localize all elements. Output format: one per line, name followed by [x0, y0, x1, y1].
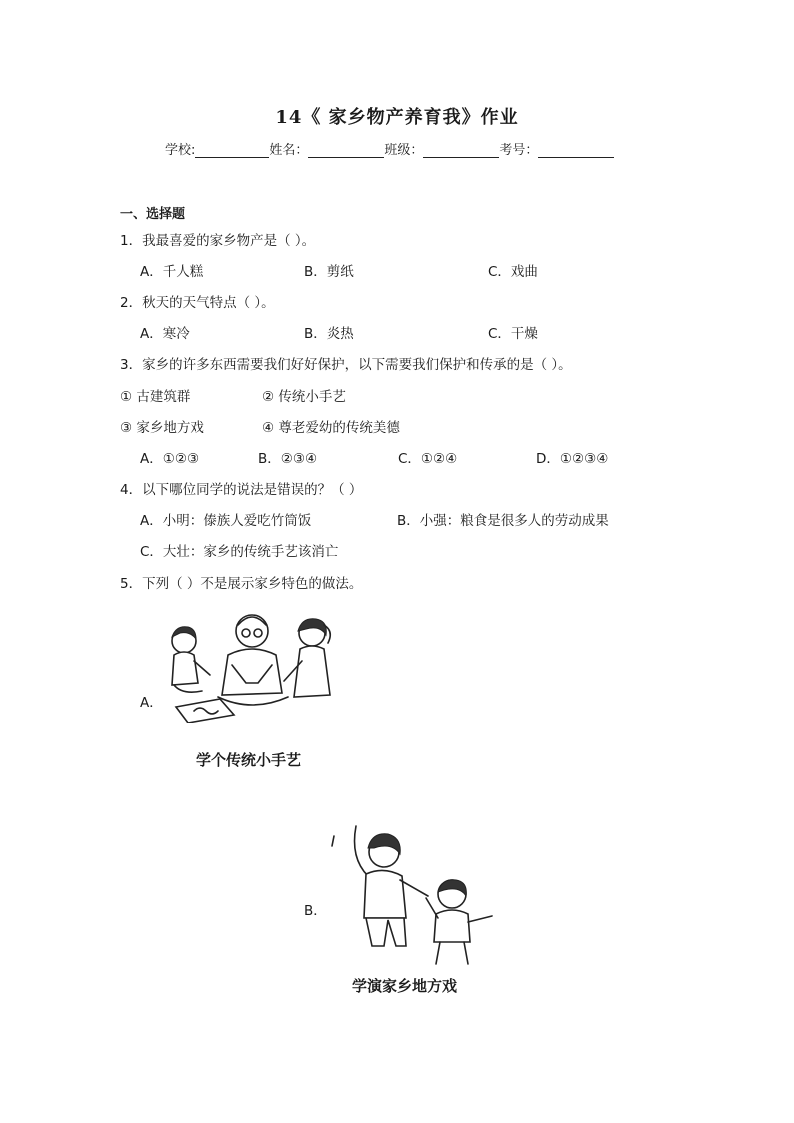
name-label: 姓名： — [269, 143, 309, 158]
child-raised-arm — [426, 898, 438, 918]
school-blank[interactable] — [195, 143, 269, 158]
left-child-legs — [174, 685, 202, 692]
school-label: 学校: — [165, 143, 196, 158]
question-4-stem: 4．以下哪位同学的说法是错误的？（ ） — [120, 482, 363, 498]
question-1-option-b[interactable]: B．剪纸 — [304, 264, 354, 280]
right-child-body — [294, 646, 330, 697]
question-4-option-c[interactable]: C．大壮：家乡的传统手艺该消亡 — [140, 544, 339, 560]
elder-body — [222, 649, 282, 695]
question-5-option-b[interactable]: B． — [304, 903, 327, 919]
class-label: 班级： — [384, 143, 424, 158]
question-2-option-b[interactable]: B．炎热 — [304, 326, 354, 342]
left-child-body — [172, 652, 198, 685]
exam-no-blank[interactable] — [538, 143, 614, 158]
question-1-option-a[interactable]: A．千人糕 — [140, 264, 204, 280]
people-crafting-illustration — [162, 603, 342, 723]
question-3-option-d[interactable]: D．①②③④ — [536, 451, 609, 467]
adult-hand-mark — [332, 836, 334, 846]
adult-legs — [366, 918, 406, 946]
question-2-option-c[interactable]: C．干燥 — [488, 326, 538, 342]
name-blank[interactable] — [308, 143, 384, 158]
question-1-option-c[interactable]: C．戏曲 — [488, 264, 538, 280]
adult-body — [364, 870, 406, 918]
question-5-caption-a: 学个传统小手艺 — [196, 751, 302, 769]
child-legs — [436, 942, 468, 964]
section-title: 一、选择题 — [120, 207, 186, 222]
question-3-item-2: ② 传统小手艺 — [262, 389, 346, 405]
question-1-stem: 1．我最喜爱的家乡物产是（ ）。 — [120, 233, 316, 249]
question-3-option-c[interactable]: C．①②④ — [398, 451, 458, 467]
question-4-option-a[interactable]: A．小明：傣族人爱吃竹筒饭 — [140, 513, 312, 529]
question-3-item-1: ① 古建筑群 — [120, 389, 191, 405]
child-body — [434, 910, 470, 942]
people-dancing-illustration — [328, 818, 500, 968]
question-3-option-a[interactable]: A．①②③ — [140, 451, 200, 467]
question-3-item-3: ③ 家乡地方戏 — [120, 420, 204, 436]
question-5-stem: 5．下列（ ）不是展示家乡特色的做法。 — [120, 576, 363, 592]
page-title: 14《 家乡物产养育我》作业 — [275, 107, 519, 128]
question-3-option-b[interactable]: B．②③④ — [258, 451, 318, 467]
question-2-stem: 2．秋天的天气特点（ ）。 — [120, 295, 275, 311]
child-outstretched-arm — [468, 916, 492, 922]
question-3-stem: 3．家乡的许多东西需要我们好好保护，以下需要我们保护和传承的是（ ）。 — [120, 357, 572, 373]
elder-head — [236, 615, 268, 647]
question-5-caption-b: 学演家乡地方戏 — [352, 977, 458, 995]
question-3-item-4: ④ 尊老爱幼的传统美德 — [262, 420, 400, 436]
question-2-option-a[interactable]: A．寒冷 — [140, 326, 190, 342]
exam-no-label: 考号： — [499, 143, 539, 158]
question-4-option-b[interactable]: B．小强：粮食是很多人的劳动成果 — [397, 513, 609, 529]
question-5-option-a[interactable]: A． — [140, 695, 163, 711]
elder-legs — [218, 697, 288, 705]
class-blank[interactable] — [423, 143, 499, 158]
student-info-line — [165, 139, 614, 158]
adult-raised-arm — [355, 826, 369, 876]
